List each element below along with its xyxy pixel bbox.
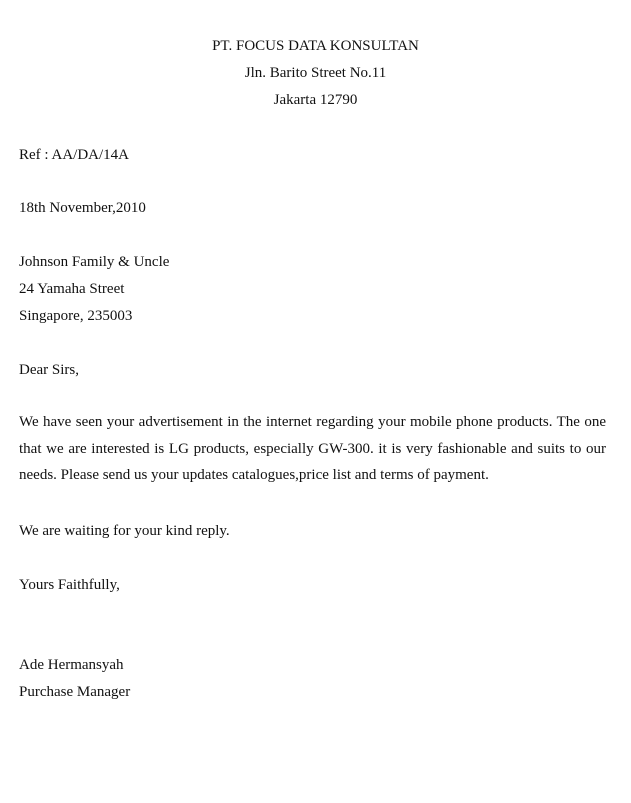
company-name: PT. FOCUS DATA KONSULTAN — [212, 38, 419, 54]
company-city: Jakarta 12790 — [273, 92, 358, 108]
closing: Yours Faithfully, — [19, 577, 120, 593]
body-paragraph-1: We have seen your advertisement in the internet regarding your mobile phone products. The one that we are interested is LG products, especially GW-300. it is very fashionable and suits to our needs. Please send us your updates catalogues,price list and terms of payment. — [19, 414, 606, 483]
reference-line: Ref : AA/DA/14A — [19, 147, 129, 163]
recipient-street: 24 Yamaha Street — [19, 281, 125, 297]
recipient-city: Singapore, 235003 — [19, 308, 133, 324]
body-paragraph-2: We are waiting for your kind reply. — [19, 523, 230, 539]
letter-date: 18th November,2010 — [19, 200, 146, 216]
salutation: Dear Sirs, — [19, 362, 79, 378]
signatory-title: Purchase Manager — [19, 684, 131, 700]
signatory-name: Ade Hermansyah — [19, 657, 124, 673]
company-street: Jln. Barito Street No.11 — [244, 65, 387, 81]
recipient-name: Johnson Family & Uncle — [19, 254, 170, 270]
